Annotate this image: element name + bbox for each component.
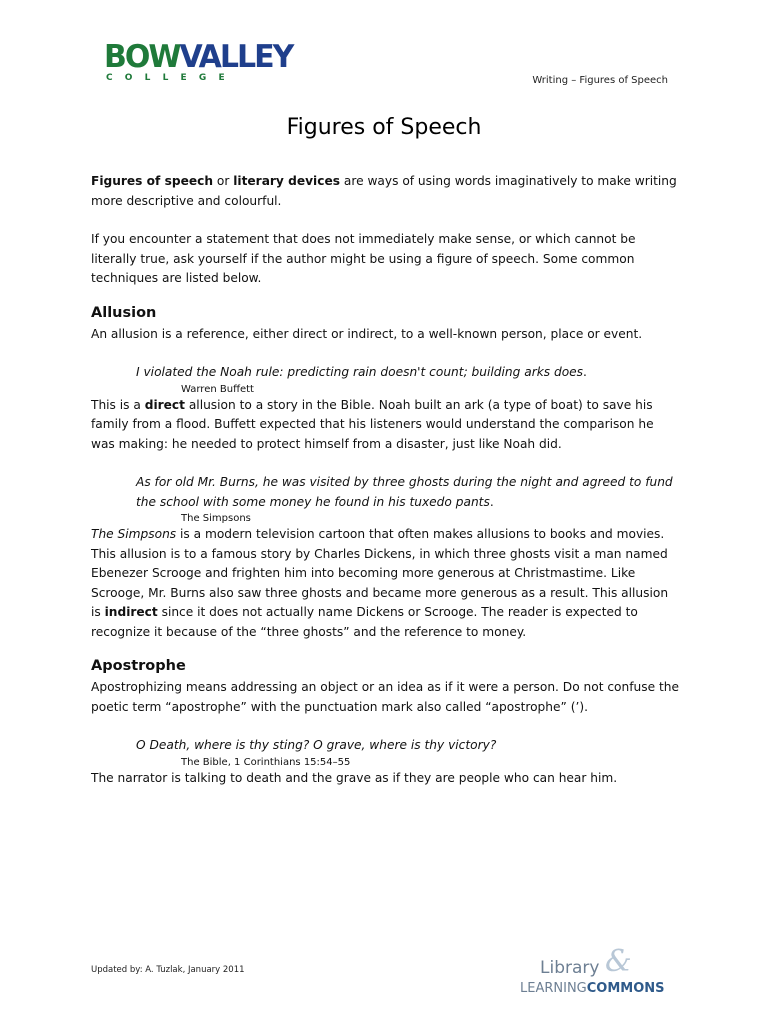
expl-2-bold: indirect (104, 605, 158, 619)
quote-1-text: I violated the Noah rule: predicting rain doesn't count; building arks does (136, 365, 584, 379)
apostrophe-attribution: The Bible, 1 Corinthians 15:54–55 (181, 756, 351, 768)
intro-paragraph-2: If you encounter a statement that does not immediately make sense, or which cannot be literally true, ask yourself if the author might be using a figure of speech. Some common techniques are listed below. (91, 232, 636, 285)
expl-2-pre: is a modern television cartoon that often makes allusions to books and movies. This allusion is to a famous story by Charles Dickens, in which three ghosts visit a man named Ebenezer Scrooge and frighten him into becoming more generous at Christmastime. Like Scrooge, Mr. Burns also saw three ghosts and became more generous as a result. This allusion is (91, 527, 669, 619)
allusion-attribution-1: Warren Buffett (181, 383, 254, 395)
expl-1-bold: direct (144, 397, 185, 412)
apostrophe-explanation: The narrator is talking to death and the grave as if they are people who can hear him. (91, 770, 618, 785)
logo-ampersand: & (605, 944, 632, 979)
page-title: Figures of Speech (286, 115, 482, 140)
allusion-definition: An allusion is a reference, either direct or indirect, to a well-known person, place or event. (91, 326, 643, 341)
allusion-attribution-2: The Simpsons (181, 513, 251, 524)
allusion-explanation-1 (91, 396, 681, 455)
quote-1-end: . (583, 365, 587, 379)
term-figures-of-speech: Figures of speech (91, 174, 214, 188)
allusion-quote-1 (91, 363, 681, 383)
library-learning-commons-logo (520, 944, 690, 1000)
running-header: Writing – Figures of Speech (532, 75, 668, 86)
logo-valley: VALLEY (179, 38, 293, 76)
logo-learning: LEARNING (520, 981, 587, 996)
logo-learning-commons (520, 981, 665, 996)
allusion-heading: Allusion (91, 304, 157, 321)
term-literary-devices: literary devices (233, 174, 340, 188)
logo-wordmark (104, 38, 293, 76)
intro-paragraph-1 (91, 172, 681, 211)
expl-2-post: since it does not actually name Dickens or Scrooge. The reader is expected to recognize it because of the “three ghosts” and the reference to money. (91, 605, 638, 639)
intro-connector: or (213, 174, 234, 188)
allusion-explanation-2 (91, 525, 681, 642)
apostrophe-heading: Apostrophe (91, 658, 186, 674)
logo-bow: BOW (104, 38, 180, 76)
quote-2-end: . (489, 494, 494, 509)
apostrophe-definition: Apostrophizing means addressing an object or an idea as if it were a person. Do not confuse the poetic term “apostrophe” with the punctuation mark also called “apostrophe” (’). (91, 680, 679, 714)
apostrophe-quote: O Death, where is thy sting? O grave, where is thy victory? (136, 738, 497, 752)
expl-1-pre: This is a (91, 397, 145, 412)
expl-1-post: allusion to a story in the Bible. Noah built an ark (a type of boat) to save his family from a flood. Buffett expected that his listeners would understand the comparison he was making: he needed to protect himself from a disaster, just like Noah did. (91, 397, 654, 451)
allusion-quote-2 (91, 473, 681, 512)
logo-library: Library (540, 958, 600, 978)
intro-rest: are ways of using words imaginatively to make writing more descriptive and colourful. (91, 174, 677, 208)
expl-2-italic: The Simpsons (91, 527, 177, 541)
bow-valley-logo (104, 38, 293, 83)
logo-college: COLLEGE (106, 73, 237, 83)
footer-updated: Updated by: A. Tuzlak, January 2011 (91, 965, 245, 975)
logo-commons: COMMONS (586, 981, 665, 996)
quote-2-text: As for old Mr. Burns, he was visited by three ghosts during the night and agreed to fund the school with some money he found in his tuxedo pants (136, 475, 673, 509)
document-body (91, 172, 681, 788)
